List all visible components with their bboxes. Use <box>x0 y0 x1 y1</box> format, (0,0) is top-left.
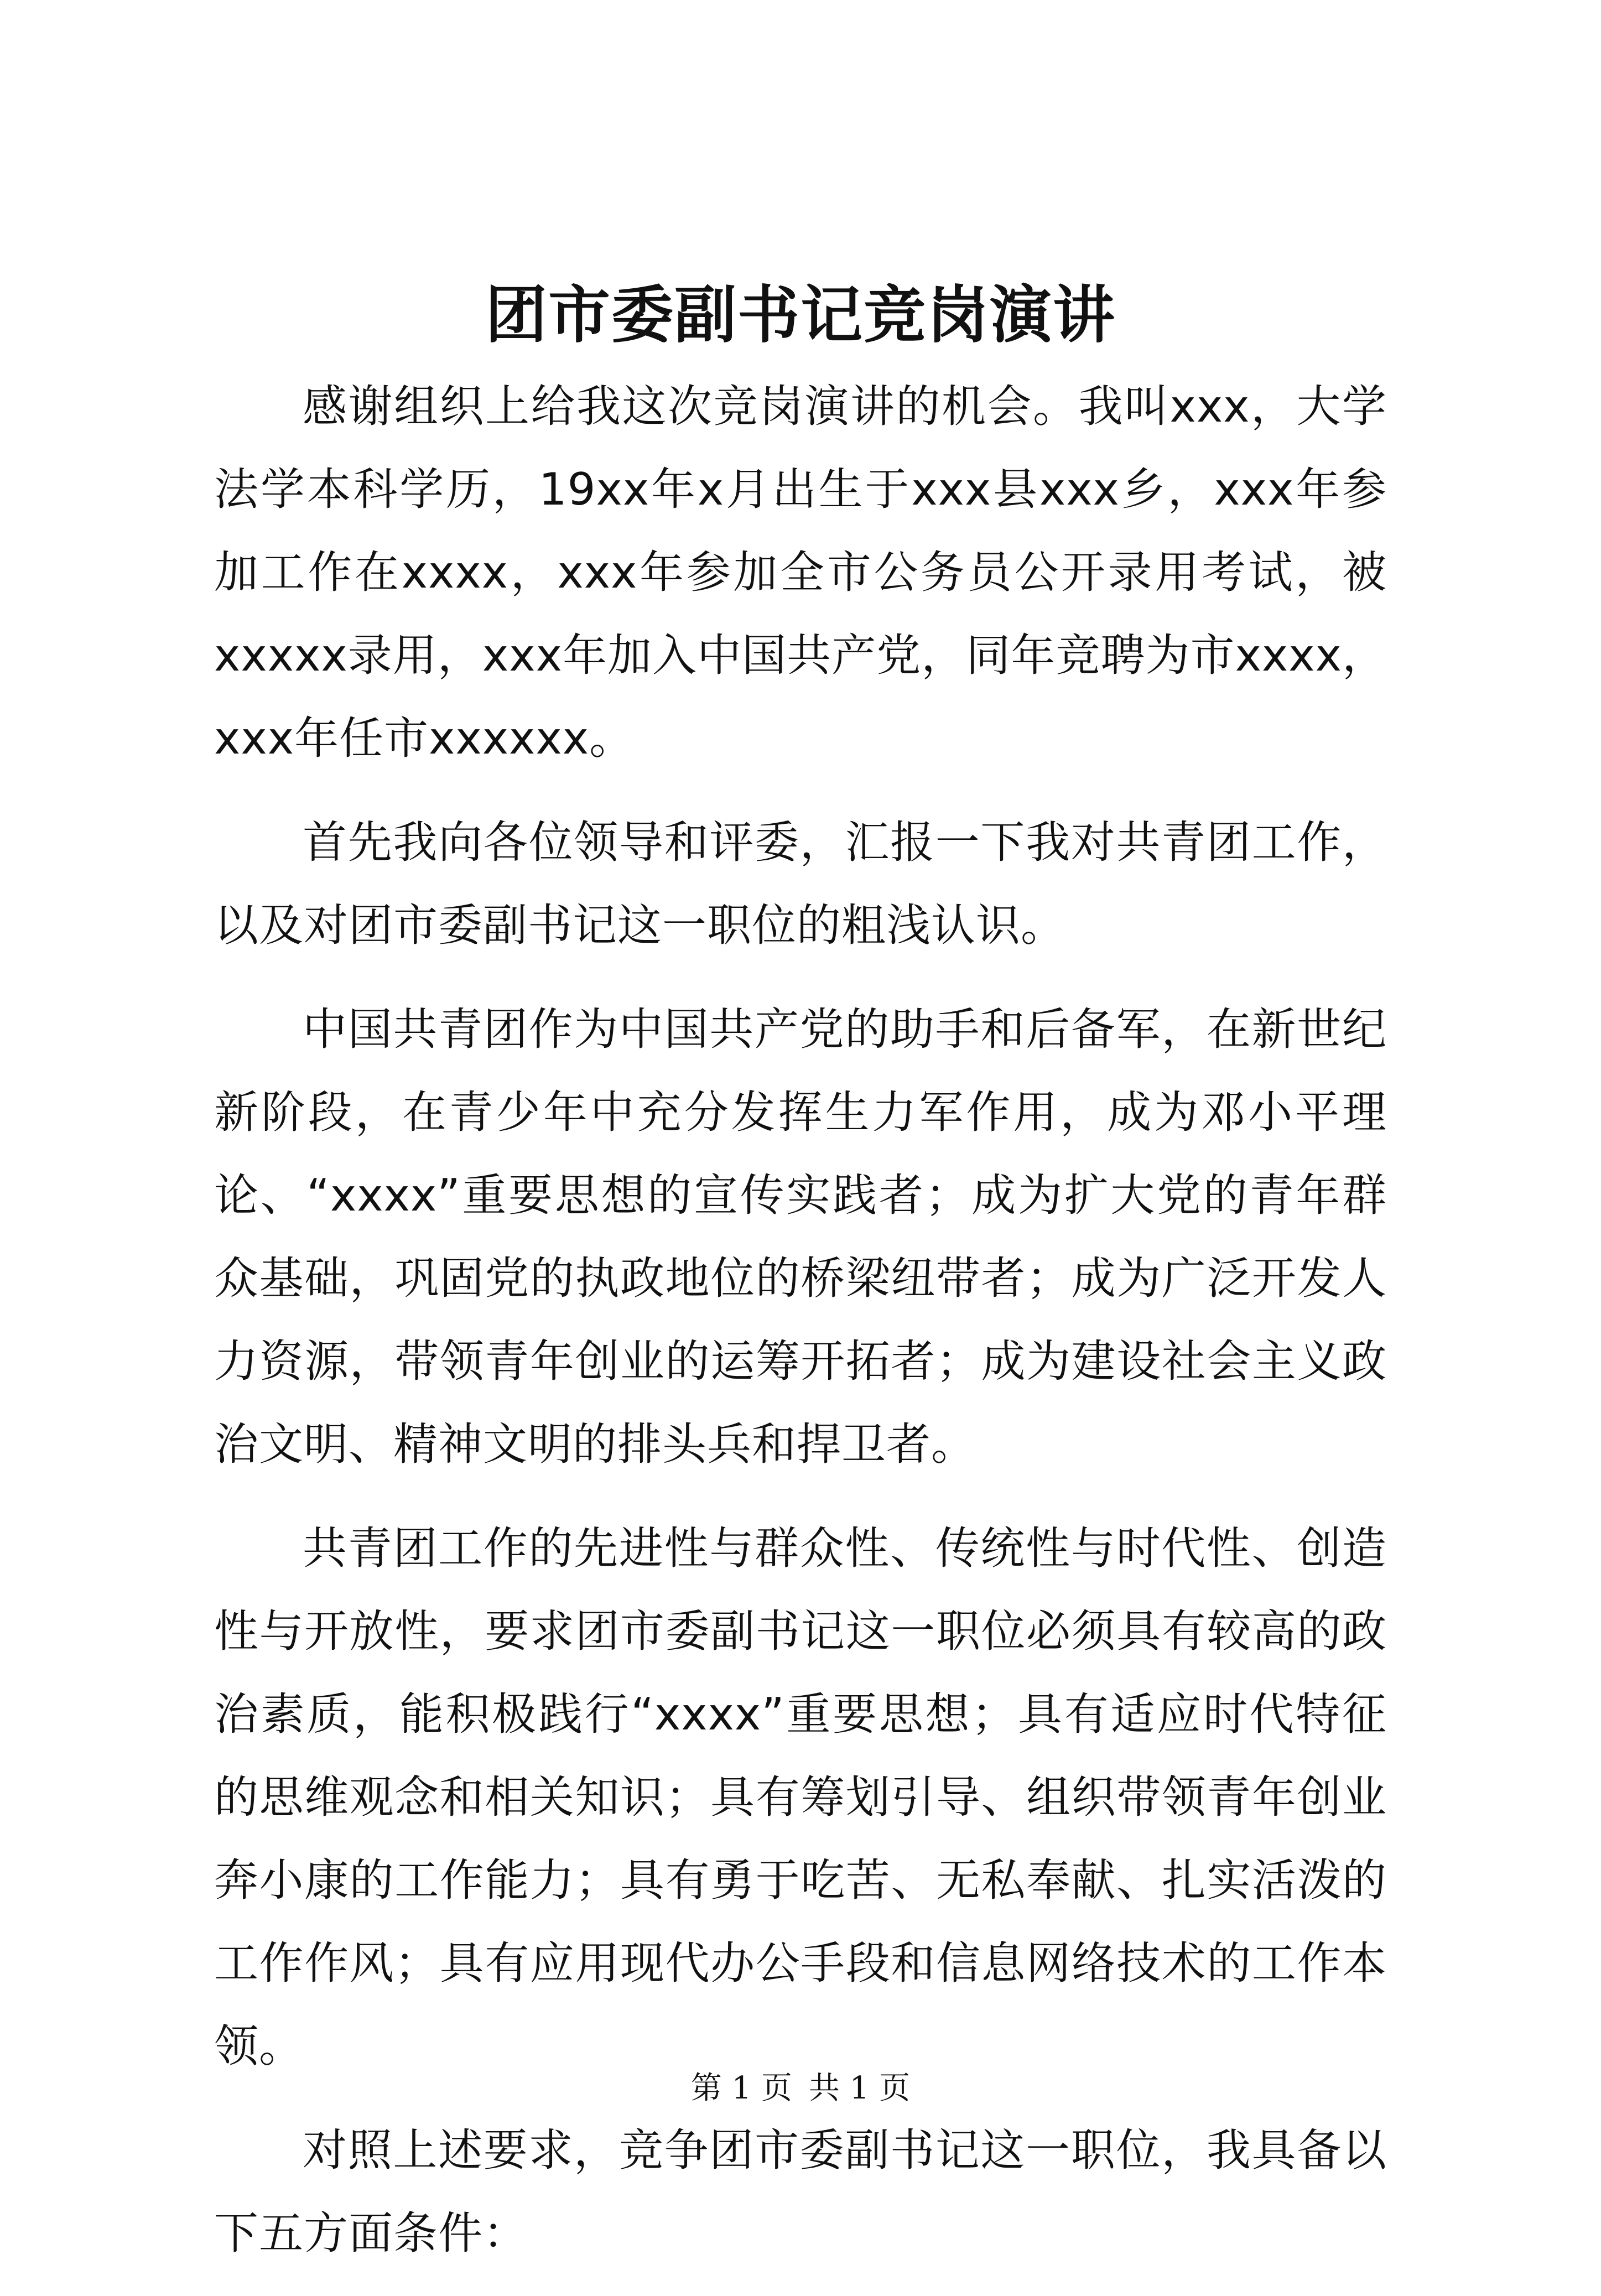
paragraph-youth-league-role: 中国共青团作为中国共产党的助手和后备军，在新世纪新阶段，在青少年中充分发挥生力军作用，成为邓小平理论、“xxxx”重要思想的宣传实践者；成为扩大党的青年群众基础，巩固党的执政地位的桥梁纽带者；成为广泛开发人力资源，带领青年创业的运筹开拓者；成为建设社会主义政治文明、精神文明的排头兵和捍卫者。 <box>214 1004 1387 1470</box>
page-footer <box>0 2069 1601 2108</box>
paragraph-conditions: 对照上述要求，竞争团市委副书记这一职位，我具备以下五方面条件： <box>214 2124 1387 2259</box>
page-total: 共 1 页 <box>809 2070 911 2106</box>
document-body <box>214 365 1387 2296</box>
paragraph-report: 首先我向各位领导和评委，汇报一下我对共青团工作，以及对团市委副书记这一职位的粗浅认识。 <box>214 817 1387 951</box>
paragraph-intro: 感谢组织上给我这次竞岗演讲的机会。我叫xxx，大学法学本科学历，19xx年x月出生于xxx县xxx乡，xxx年参加工作在xxxx，xxx年参加全市公务员公开录用考试，被xxxxx录用，xxx年加入中国共产党，同年竞聘为市xxxx，xxx年任市xxxxxx。 <box>214 381 1387 764</box>
paragraph-requirements: 共青团工作的先进性与群众性、传统性与时代性、创造性与开放性，要求团市委副书记这一职位必须具有较高的政治素质，能积极践行“xxxx”重要思想；具有适应时代特征的思维观念和相关知识；具有筹划引导、组织带领青年创业奔小康的工作能力；具有勇于吃苦、无私奉献、扎实活泼的工作作风；具有应用现代办公手段和信息网络技术的工作本领。 <box>214 1523 1387 2072</box>
page-number: 第 1 页 <box>690 2070 792 2106</box>
document-title: 团市委副书记竞岗演讲 <box>485 279 1116 351</box>
